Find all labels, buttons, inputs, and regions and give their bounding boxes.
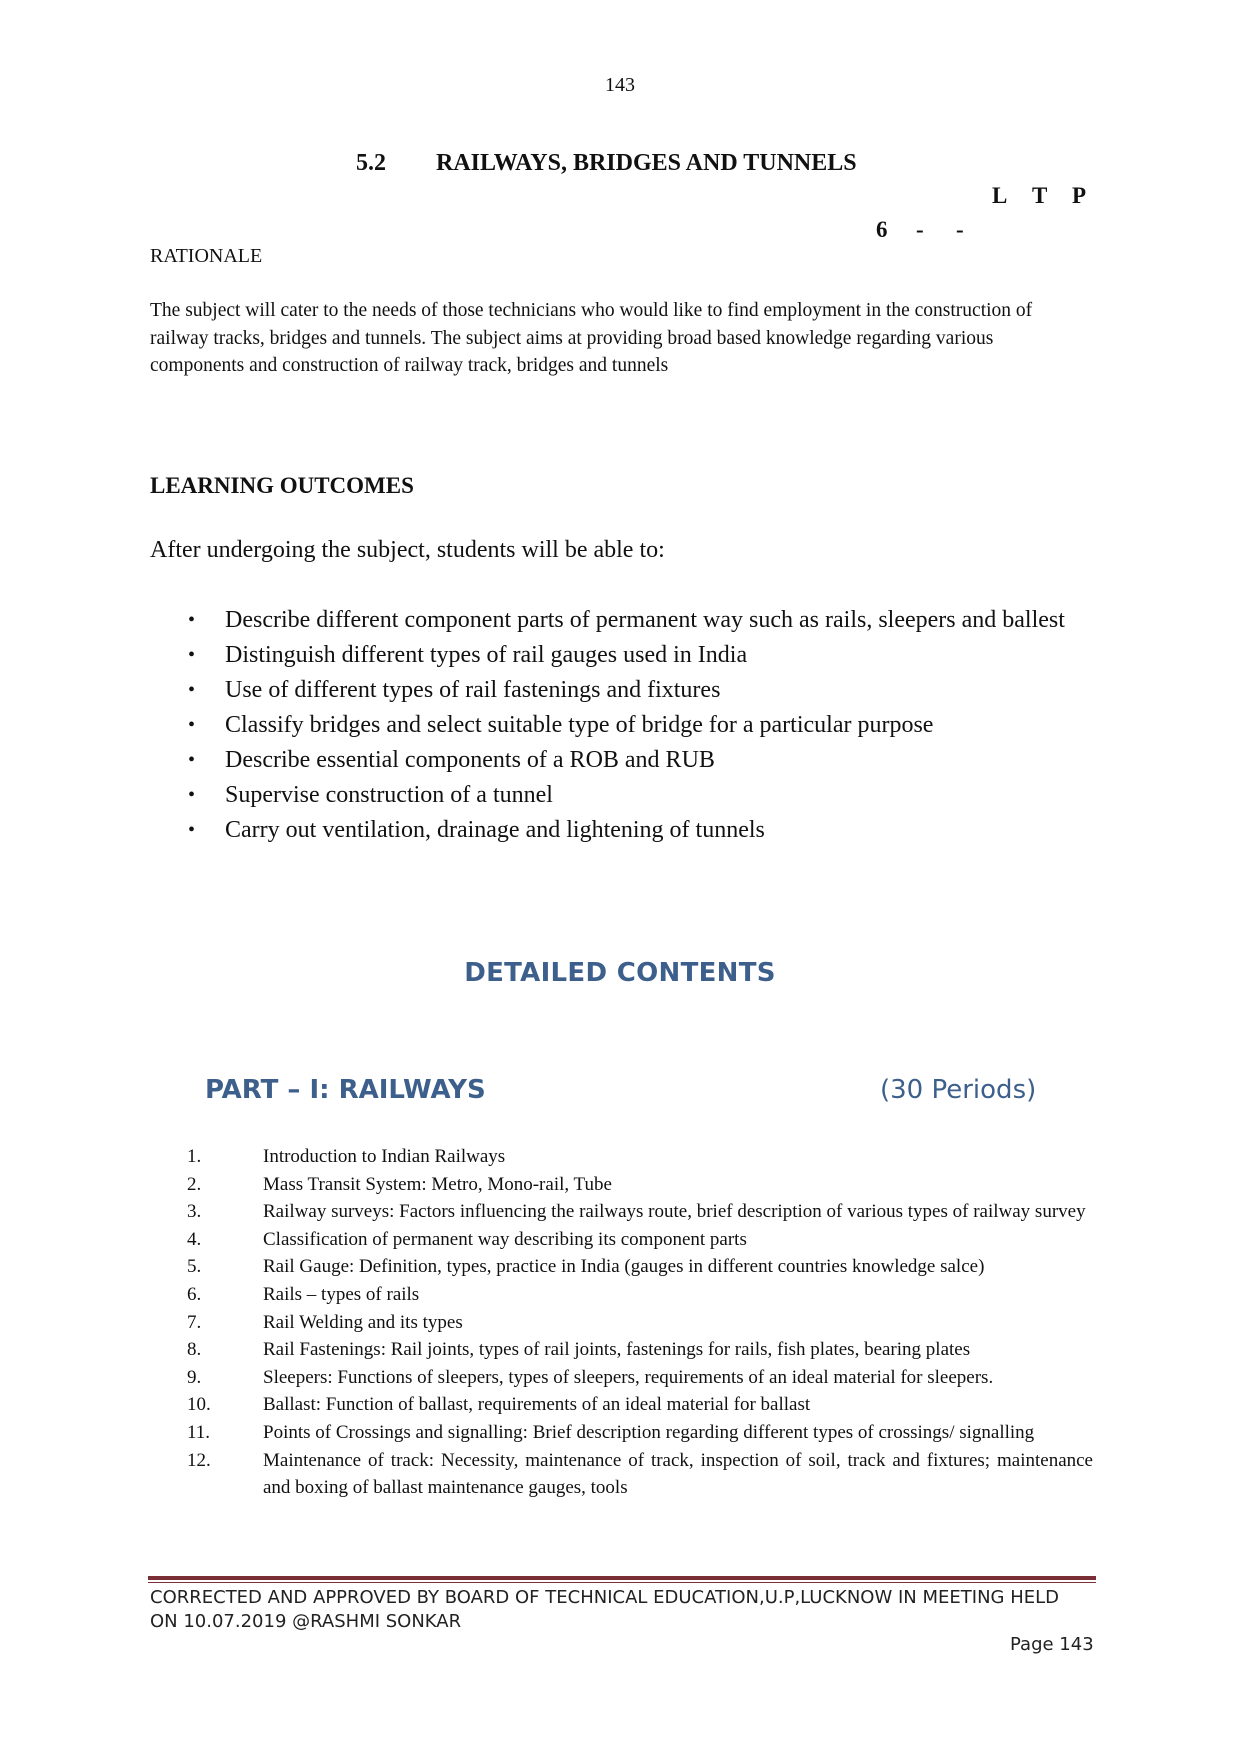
ltp-values: [876, 217, 996, 243]
outcome-text: Use of different types of rail fastenings and fixtures: [225, 677, 721, 703]
list-item: [0, 1226, 1093, 1254]
ltp-value-p: -: [956, 217, 964, 242]
item-number: 11.: [187, 1421, 211, 1443]
footer-line-2: ON 10.07.2019 @RASHMI SONKAR: [150, 1611, 462, 1632]
list-item: [0, 743, 1075, 777]
item-number: 7.: [187, 1311, 202, 1333]
item-text: Ballast: Function of ballast, requirements of an ideal material for ballast: [263, 1394, 811, 1416]
list-item: [0, 603, 1075, 637]
list-item: [0, 673, 1075, 707]
bullet-icon: •: [188, 714, 196, 736]
item-number: 1.: [187, 1146, 202, 1167]
footer-rule-thick: [148, 1576, 1096, 1580]
bullet-icon: •: [188, 819, 196, 841]
item-number: 9.: [187, 1366, 202, 1388]
item-text: Mass Transit System: Metro, Mono-rail, Tube: [263, 1173, 612, 1195]
item-text: Rails – types of rails: [263, 1283, 420, 1305]
ltp-value-t: -: [916, 217, 924, 242]
detailed-contents-heading: DETAILED CONTENTS: [464, 958, 776, 988]
item-number: 12.: [187, 1449, 211, 1471]
item-number: 5.: [187, 1256, 202, 1278]
item-text: Rail Welding and its types: [263, 1311, 463, 1333]
bullet-icon: •: [188, 749, 196, 771]
ltp-header: [992, 183, 1112, 209]
item-text: Maintenance of track: Necessity, maintenance of track, inspection of soil, track and fixtures; maintenance and boxing of ballast maintenance gauges, tools: [263, 1449, 1093, 1499]
list-item: [0, 1309, 1093, 1337]
list-item: [0, 1281, 1093, 1309]
item-text: Rail Fastenings: Rail joints, types of rail joints, fastenings for rails, fish plates, bearing plates: [263, 1339, 971, 1361]
part-periods: (30 Periods): [880, 1075, 1037, 1105]
learning-outcomes-heading: LEARNING OUTCOMES: [150, 473, 414, 498]
list-item: [0, 1143, 1093, 1171]
item-number: 4.: [187, 1228, 202, 1250]
item-text: Introduction to Indian Railways: [263, 1146, 506, 1167]
list-item: [0, 708, 1075, 742]
outcome-text: Distinguish different types of rail gauges used in India: [225, 642, 748, 668]
outcome-text: Supervise construction of a tunnel: [225, 782, 553, 808]
list-item: [0, 638, 1075, 672]
footer-text: [150, 1586, 1090, 1634]
outcome-text: Classify bridges and select suitable type of bridge for a particular purpose: [225, 712, 934, 738]
footer-line-1: CORRECTED AND APPROVED BY BOARD OF TECHNICAL EDUCATION,U.P,LUCKNOW IN MEETING HELD: [150, 1587, 1059, 1608]
part-title: PART – I: RAILWAYS: [205, 1075, 486, 1105]
item-text: Sleepers: Functions of sleepers, types of sleepers, requirements of an ideal material for sleepers.: [263, 1366, 994, 1388]
learning-outcomes-intro: After undergoing the subject, students will be able to:: [150, 537, 665, 563]
learning-outcomes-list: [0, 603, 1075, 848]
list-item: [0, 1253, 1093, 1281]
item-text: Railway surveys: Factors influencing the railways route, brief description of various types of railway survey: [263, 1201, 1086, 1223]
list-item: [0, 778, 1075, 812]
page-label-bottom: Page 143: [1010, 1634, 1094, 1655]
item-number: 3.: [187, 1201, 202, 1223]
ltp-label-p: P: [1072, 183, 1087, 208]
bullet-icon: •: [188, 609, 196, 631]
list-item: [0, 1447, 1093, 1502]
item-text: Points of Crossings and signalling: Brief description regarding different types of crossings/ signalling: [263, 1421, 1035, 1443]
list-item: [0, 1336, 1093, 1364]
page-number-top: 143: [605, 74, 635, 96]
outcome-text: Carry out ventilation, drainage and lightening of tunnels: [225, 817, 765, 843]
bullet-icon: •: [188, 784, 196, 806]
list-item: [0, 1391, 1093, 1419]
contents-list: [0, 1143, 1093, 1502]
section-title: [356, 150, 857, 177]
item-text: Rail Gauge: Definition, types, practice in India (gauges in different countries knowledge salce): [263, 1256, 985, 1278]
rationale-heading: RATIONALE: [150, 245, 263, 267]
list-item: [0, 1198, 1093, 1226]
list-item: [0, 1171, 1093, 1199]
rationale-text: The subject will cater to the needs of those technicians who would like to find employment in the construction of railway tracks, bridges and tunnels. The subject aims at providing broad based knowledge regarding various components and construction of railway track, bridges and tunnels: [150, 300, 1033, 376]
ltp-label-t: T: [1032, 183, 1048, 208]
item-number: 2.: [187, 1173, 202, 1195]
item-number: 10.: [187, 1394, 211, 1416]
ltp-label-l: L: [992, 183, 1008, 208]
list-item: [0, 813, 1075, 847]
list-item: [0, 1419, 1093, 1447]
outcome-text: Describe essential components of a ROB and RUB: [225, 747, 715, 773]
item-number: 6.: [187, 1283, 202, 1305]
list-item: [0, 1364, 1093, 1392]
ltp-value-l: 6: [876, 217, 888, 242]
bullet-icon: •: [188, 644, 196, 666]
section-title-text: RAILWAYS, BRIDGES AND TUNNELS: [436, 150, 857, 176]
footer-rule-thin: [148, 1582, 1096, 1583]
item-text: Classification of permanent way describing its component parts: [263, 1228, 747, 1250]
section-number: 5.2: [356, 150, 386, 176]
outcome-text: Describe different component parts of permanent way such as rails, sleepers and ballest: [225, 607, 1065, 633]
bullet-icon: •: [188, 679, 196, 701]
item-number: 8.: [187, 1339, 202, 1361]
